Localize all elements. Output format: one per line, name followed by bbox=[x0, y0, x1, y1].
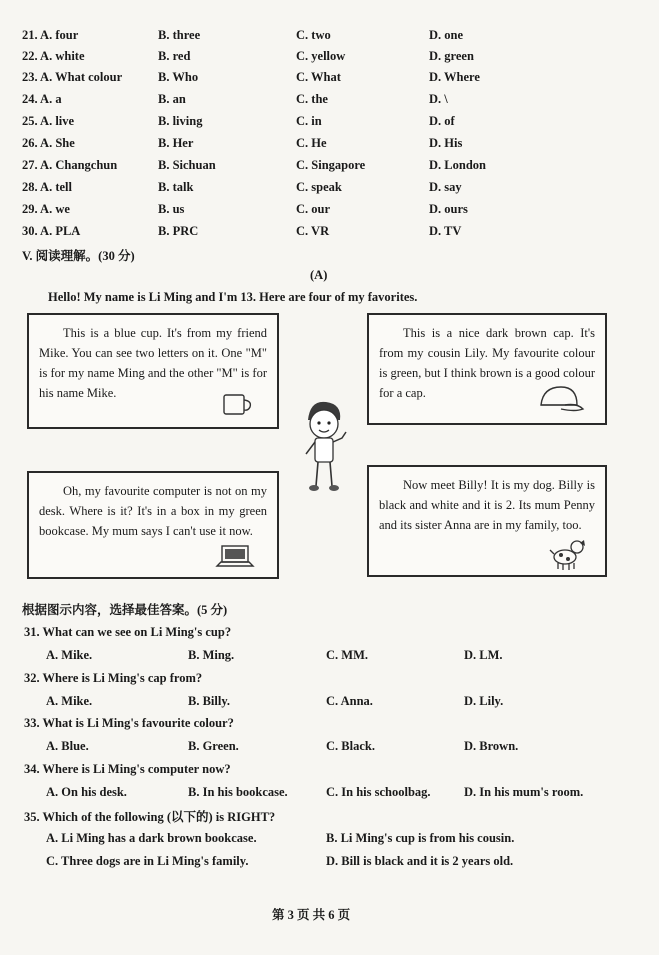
cartoon-boy-icon bbox=[296, 398, 352, 500]
option-cell: 29. A. we bbox=[22, 202, 70, 216]
option-cell: D. green bbox=[429, 49, 474, 63]
option-cell: 27. A. Changchun bbox=[22, 158, 118, 172]
option-cell: D. His bbox=[429, 136, 463, 150]
favorite-box-dog bbox=[367, 465, 607, 577]
passage-intro: Hello! My name is Li Ming and I'm 13. Here are four of my favorites. bbox=[48, 290, 418, 304]
answer-option: A. Mike. bbox=[46, 694, 93, 708]
option-row bbox=[22, 202, 642, 222]
laptop-icon bbox=[215, 543, 255, 569]
option-cell: B. living bbox=[158, 114, 203, 128]
option-row bbox=[22, 136, 642, 156]
passage-label: (A) bbox=[310, 268, 328, 282]
option-row bbox=[22, 158, 642, 178]
dog-icon bbox=[549, 537, 589, 571]
option-cell: 23. A. What colour bbox=[22, 70, 123, 84]
option-row bbox=[22, 70, 642, 90]
answer-option: B. Li Ming's cup is from his cousin. bbox=[326, 831, 515, 845]
answer-option: D. In his mum's room. bbox=[464, 785, 584, 799]
option-cell: 28. A. tell bbox=[22, 180, 72, 194]
option-cell: 22. A. white bbox=[22, 49, 85, 63]
option-row bbox=[22, 114, 642, 134]
favorite-box-computer bbox=[27, 471, 279, 579]
page-footer: 第 3 页 共 6 页 bbox=[272, 908, 351, 922]
question-text: 31. What can we see on Li Ming's cup? bbox=[24, 625, 232, 639]
answer-option: B. Ming. bbox=[188, 648, 235, 662]
option-cell: D. Where bbox=[429, 70, 480, 84]
option-cell: B. PRC bbox=[158, 224, 199, 238]
answer-option: D. Lily. bbox=[464, 694, 504, 708]
option-row bbox=[22, 180, 642, 200]
option-row bbox=[22, 49, 642, 69]
favorite-box-cup bbox=[27, 313, 279, 429]
option-cell: C. What bbox=[296, 70, 341, 84]
option-cell: C. in bbox=[296, 114, 322, 128]
option-cell: D. London bbox=[429, 158, 486, 172]
option-cell: C. Singapore bbox=[296, 158, 366, 172]
option-cell: D. say bbox=[429, 180, 462, 194]
option-cell: 26. A. She bbox=[22, 136, 75, 150]
answer-option: D. Brown. bbox=[464, 739, 519, 753]
answer-option: C. Anna. bbox=[326, 694, 373, 708]
question-text: 32. Where is Li Ming's cap from? bbox=[24, 671, 203, 685]
answer-option: A. On his desk. bbox=[46, 785, 127, 799]
answer-option: B. Billy. bbox=[188, 694, 231, 708]
option-cell: C. speak bbox=[296, 180, 342, 194]
cap-icon bbox=[535, 381, 587, 417]
instruction: 根据图示内容，选择最佳答案。(5 分) bbox=[22, 603, 228, 617]
answer-option: A. Mike. bbox=[46, 648, 93, 662]
option-cell: C. two bbox=[296, 28, 331, 42]
box-text-cup: This is a blue cup. It's from my friend Mike. You can see two letters on it. One "M" is for my name Ming and the other "M" is for his name Mike. bbox=[39, 326, 267, 400]
option-cell: C. the bbox=[296, 92, 328, 106]
answer-option: D. LM. bbox=[464, 648, 503, 662]
option-cell: C. yellow bbox=[296, 49, 346, 63]
option-row bbox=[22, 92, 642, 112]
option-cell: B. Sichuan bbox=[158, 158, 216, 172]
cup-icon bbox=[221, 391, 255, 417]
answer-option: B. Green. bbox=[188, 739, 239, 753]
option-cell: B. Her bbox=[158, 136, 194, 150]
option-cell: D. TV bbox=[429, 224, 462, 238]
option-cell: D. one bbox=[429, 28, 464, 42]
option-cell: B. talk bbox=[158, 180, 194, 194]
option-cell: C. VR bbox=[296, 224, 330, 238]
option-row bbox=[22, 224, 642, 244]
option-cell: D. \ bbox=[429, 92, 448, 106]
option-cell: B. an bbox=[158, 92, 186, 106]
question-text: 33. What is Li Ming's favourite colour? bbox=[24, 716, 234, 730]
option-cell: 24. A. a bbox=[22, 92, 62, 106]
answer-option: B. In his bookcase. bbox=[188, 785, 288, 799]
option-cell: C. He bbox=[296, 136, 327, 150]
answer-option: A. Li Ming has a dark brown bookcase. bbox=[46, 831, 257, 845]
answer-option: C. MM. bbox=[326, 648, 368, 662]
option-cell: D. ours bbox=[429, 202, 468, 216]
option-cell: B. us bbox=[158, 202, 185, 216]
option-cell: 21. A. four bbox=[22, 28, 79, 42]
answer-option: C. Three dogs are in Li Ming's family. bbox=[46, 854, 249, 868]
answer-option: C. Black. bbox=[326, 739, 375, 753]
box-text-dog: Now meet Billy! It is my dog. Billy is black and white and it is 2. Its mum Penny and its sister Anna are in my family, too. bbox=[379, 478, 595, 532]
answer-option: C. In his schoolbag. bbox=[326, 785, 431, 799]
option-cell: B. three bbox=[158, 28, 201, 42]
option-row bbox=[22, 28, 642, 48]
box-text-cap: This is a nice dark brown cap. It's from my cousin Lily. My favourite colour is green, but I think brown is a good colour for a cap. bbox=[379, 326, 595, 400]
option-cell: D. of bbox=[429, 114, 455, 128]
favorite-box-cap bbox=[367, 313, 607, 425]
option-cell: 30. A. PLA bbox=[22, 224, 81, 238]
option-cell: 25. A. live bbox=[22, 114, 75, 128]
option-cell: B. Who bbox=[158, 70, 199, 84]
question-text: 35. Which of the following (以下的) is RIGHT? bbox=[24, 810, 276, 824]
question-text: 34. Where is Li Ming's computer now? bbox=[24, 762, 231, 776]
box-text-computer: Oh, my favourite computer is not on my desk. Where is it? It's in a box in my green bookcase. My mum says I can't use it now. bbox=[39, 484, 267, 538]
option-cell: C. our bbox=[296, 202, 331, 216]
option-cell: B. red bbox=[158, 49, 191, 63]
answer-option: A. Blue. bbox=[46, 739, 89, 753]
answer-option: D. Bill is black and it is 2 years old. bbox=[326, 854, 514, 868]
section-title: V. 阅读理解。(30 分) bbox=[22, 249, 135, 263]
